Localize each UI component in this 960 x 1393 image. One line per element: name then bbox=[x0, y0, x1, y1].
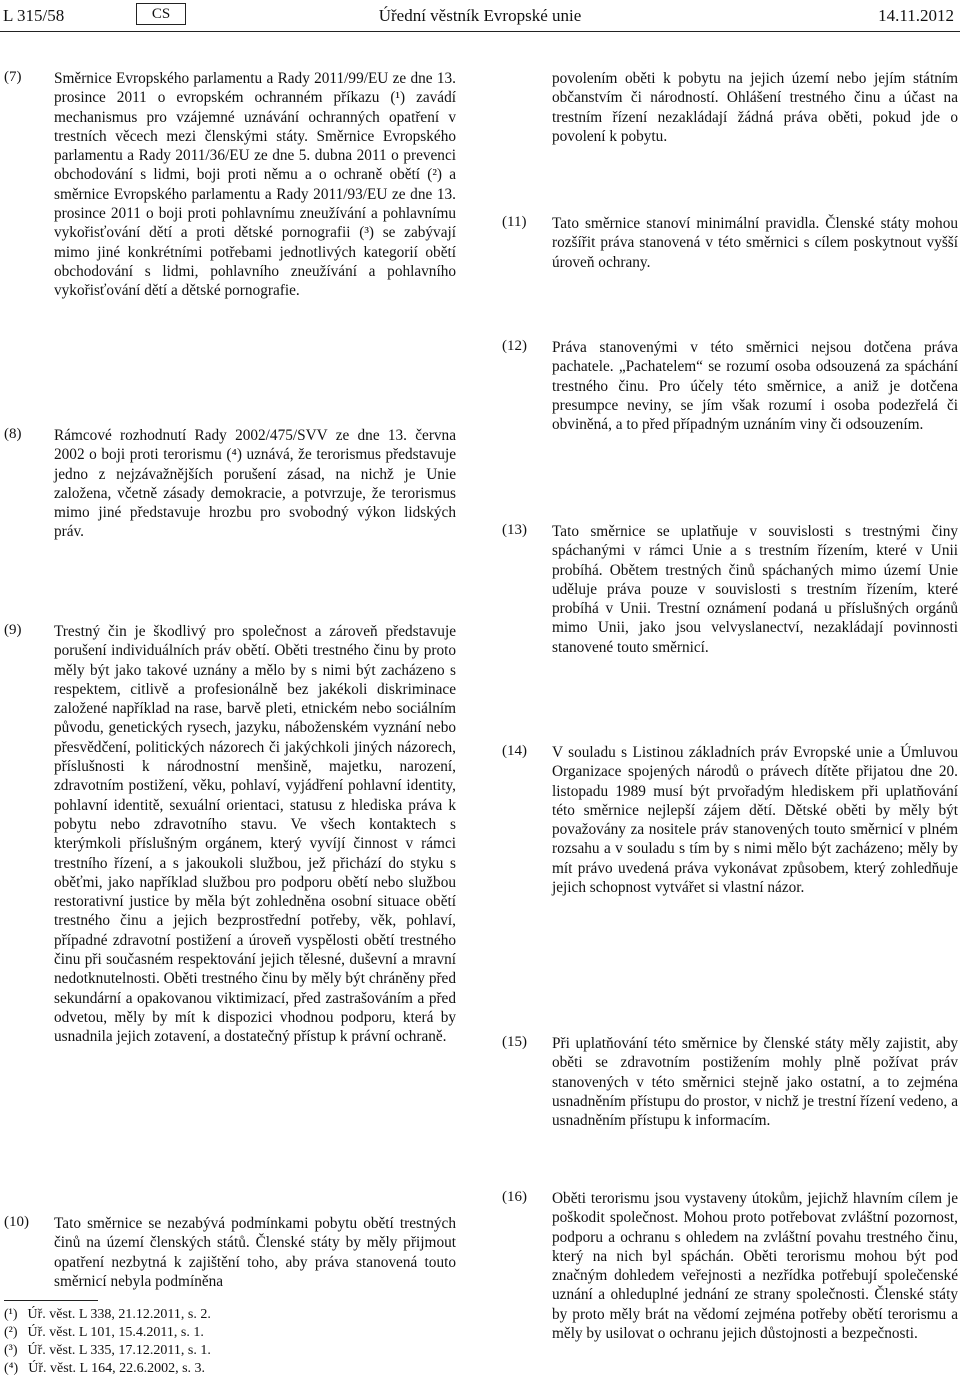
footnote-mark: (¹) bbox=[4, 1307, 18, 1322]
recital-text: Tato směrnice se nezabývá podmínkami pobytu obětí trestných činů na území členských států. Členské státy by měly přijmout opatření nezbytná k zajištění toho, aby práva stanovená touto směrnicí nebyla podmíněna bbox=[54, 1215, 456, 1290]
recital-text: povolením oběti k pobytu na jejich území nebo jejím státním občanstvím či národností. Ohlášení trestného činu a účast na trestním řízení nezakládají žádná práva oběti, pokud jde o povolení k pobytu. bbox=[552, 70, 958, 145]
footnote-1 bbox=[4, 1306, 211, 1323]
issue-date: 14.11.2012 bbox=[878, 6, 954, 25]
language-code-box: CS bbox=[136, 3, 186, 25]
recital-15 bbox=[502, 1034, 958, 1130]
recital-number: (15) bbox=[502, 1034, 527, 1050]
page-reference: L 315/58 bbox=[3, 6, 65, 25]
footnote-3 bbox=[4, 1342, 211, 1359]
recital-9 bbox=[4, 622, 456, 1047]
recital-10 bbox=[4, 1214, 456, 1291]
recital-number: (11) bbox=[502, 214, 527, 230]
recital-number: (8) bbox=[4, 426, 22, 442]
recital-8 bbox=[4, 426, 456, 542]
recital-number: (14) bbox=[502, 743, 527, 759]
recital-number: (12) bbox=[502, 338, 527, 354]
footnote-4 bbox=[4, 1360, 205, 1377]
recital-text: Trestný čin je škodlivý pro společnost a zároveň představuje porušení individuálních práv obětí. Oběti trestného činu by proto měly být jako takové uznány a mělo by s nimi být zacházeno s respektem, citlivě a profesionálně bez jakékoli diskriminace založené například na rase, barvě pleti, etnickém nebo sociálním původu, genetických rysech, jazyku, náboženském vyznání nebo přesvědčení, politických názorech či jakýchkoli jiných názorech, příslušnosti k národnostní menšině, majetku, narození, zdravotním postižení, věku, pohlaví, vyjádření pohlavní identity, pohlavní identitě, sexuální orientaci, statusu z hlediska práva k pobytu nebo zdravotního stavu. Ve všech kontaktech s kterýmkoli příslušným orgánem, který vyvíjí činnost v rámci trestního řízení, a s jakoukoli službou, jež přichází do styku s oběťmi, jako například službou pro podporu obětí nebo službou restorativní justice by měla být zohledněna osobní situace obětí trestného činu a jejich bezprostřední potřeby, věk, pohlaví, případné zdravotní postižení a úroveň vyspělosti obětí trestného činu při současném respektování jejich tělesné, duševní a mravní nedotknutelnosti. Oběti trestného činu by měly být chráněny před sekundární a opakovanou viktimizací, před zastrašováním a před odvetou, měly by mít k dispozici vhodnou podporu, která by usnadnila jejich zotavení, a dostatečný přístup k právní ochraně. bbox=[54, 623, 456, 1046]
header-divider bbox=[0, 31, 960, 32]
recital-number: (16) bbox=[502, 1189, 527, 1205]
recital-text: Tato směrnice stanoví minimální pravidla. Členské státy mohou rozšířit práva stanovená v této směrnici s cílem poskytnout vyšší úroveň ochrany. bbox=[552, 215, 958, 271]
recital-text: Směrnice Evropského parlamentu a Rady 2011/99/EU ze dne 13. prosince 2011 o evropském ochranném příkazu (¹) zavádí mechanismus pro vzájemné uznávání ochranných opatření v trestních věcech mezi členskými státy. Směrnice Evropského parlamentu a Rady 2011/36/EU ze dne 5. dubna 2011 o prevenci obchodování s lidmi, boji proti němu a o ochraně obětí (²) a směrnice Evropského parlamentu a Rady 2011/93/EU ze dne 13. prosince 2011 o boji proti pohlavnímu zneužívání a pohlavnímu vykořisťování dětí a proti dětské pornografii (³) se zabývají mimo jiné konkrétními potřebami jednotlivých kategorií obětí obchodování s lidmi, pohlavního zneužívání a pohlavního vykořisťování dětí a dětské pornografie. bbox=[54, 70, 456, 300]
recital-11 bbox=[502, 214, 958, 272]
recital-text: V souladu s Listinou základních práv Evropské unie a Úmluvou Organizace spojených národů o právech dítěte přijatou dne 20. listopadu 1989 musí být prvořadým hlediskem při uplatňování této směrnice nejlepší zájem dětí. Dětské oběti by měly být považovány za nositele práv stanovených touto směrnicí v plném rozsahu a v souladu s tím by s nimi mělo být zacházeno; měly by mít právo uvedená práva vykonávat způsobem, který zohledňuje jejich schopnost vytvářet si vlastní názor. bbox=[552, 744, 958, 897]
recital-number: (9) bbox=[4, 622, 22, 638]
recital-text: Při uplatňování této směrnice by členské státy měly zajistit, aby oběti se zdravotním postižením mohly plně požívat práv stanovených v této směrnici stejně jako ostatní, a to zejména usnadněním přístupu do prostor, v nichž je trestní řízení vedeno, a usnadněním přístupu k informacím. bbox=[552, 1035, 958, 1130]
footnote-text: Úř. věst. L 338, 21.12.2011, s. 2. bbox=[27, 1307, 211, 1322]
footnote-2 bbox=[4, 1324, 204, 1341]
footnote-text: Úř. věst. L 164, 22.6.2002, s. 3. bbox=[28, 1361, 206, 1376]
recital-text: Práva stanovenými v této směrnici nejsou dotčena práva pachatele. „Pachatelem“ se rozumí osoba odsouzená za spáchání trestného činu. Pro účely této směrnice, a aniž je dotčena presumpce neviny, se jím však rozumí i osoba podezřelá či obviněná, a to před případným uznáním viny či odsouzením. bbox=[552, 339, 958, 434]
recital-text: Oběti terorismu jsou vystaveny útokům, jejichž hlavním cílem je poškodit společnost. Mohou proto potřebovat zvláštní pozornost, podporu a ochranu s ohledem na zvláštní povahu trestného činu, který na nich byl spáchán. Oběti terorismu mohou být pod značným dohledem veřejnosti a nezřídka potřebují společenské uznání a ohleduplné jednání ze strany společnosti. Členské státy by proto měly brát na vědomí zejména potřeby obětí terorismu a měly by usilovat o ochranu jejich důstojnosti a bezpečnosti. bbox=[552, 1190, 958, 1343]
footnote-mark: (²) bbox=[4, 1325, 18, 1340]
recital-text: Tato směrnice se uplatňuje v souvislosti s trestnými činy spáchanými v rámci Unie a s trestním řízením, které v Unii probíhá. Obětem trestných činů spáchaných mimo území Unie uděluje práva pouze v souvislosti s trestním řízením, které probíhá v Unii. Trestní oznámení podaná u příslušných orgánů mimo Unii, jako jsou velvyslanectví, nezakládají povinnosti stanovené touto směrnicí. bbox=[552, 523, 958, 656]
recital-10-continued bbox=[502, 69, 958, 146]
footnote-mark: (⁴) bbox=[4, 1361, 19, 1376]
recital-16 bbox=[502, 1189, 958, 1343]
footnote-divider bbox=[4, 1300, 98, 1301]
page-header bbox=[0, 0, 960, 40]
journal-title: Úřední věstník Evropské unie bbox=[378, 6, 582, 25]
recital-7 bbox=[4, 69, 456, 301]
recital-number: (13) bbox=[502, 522, 527, 538]
recital-number: (7) bbox=[4, 69, 22, 85]
recital-number: (10) bbox=[4, 1214, 29, 1230]
recital-12 bbox=[502, 338, 958, 434]
footnote-text: Úř. věst. L 101, 15.4.2011, s. 1. bbox=[27, 1325, 204, 1340]
recital-13 bbox=[502, 522, 958, 657]
recital-14 bbox=[502, 743, 958, 897]
footnote-text: Úř. věst. L 335, 17.12.2011, s. 1. bbox=[27, 1343, 211, 1358]
footnote-mark: (³) bbox=[4, 1343, 18, 1358]
recital-text: Rámcové rozhodnutí Rady 2002/475/SVV ze dne 13. června 2002 o boji proti terorismu (⁴) uznává, že terorismus představuje jedno z nejzávažnějších porušení zásad, na nichž je Unie založena, včetně zásady demokracie, a potvrzuje, že terorismus mimo jiné představuje hrozbu pro svobodný výkon lidských práv. bbox=[54, 427, 456, 541]
